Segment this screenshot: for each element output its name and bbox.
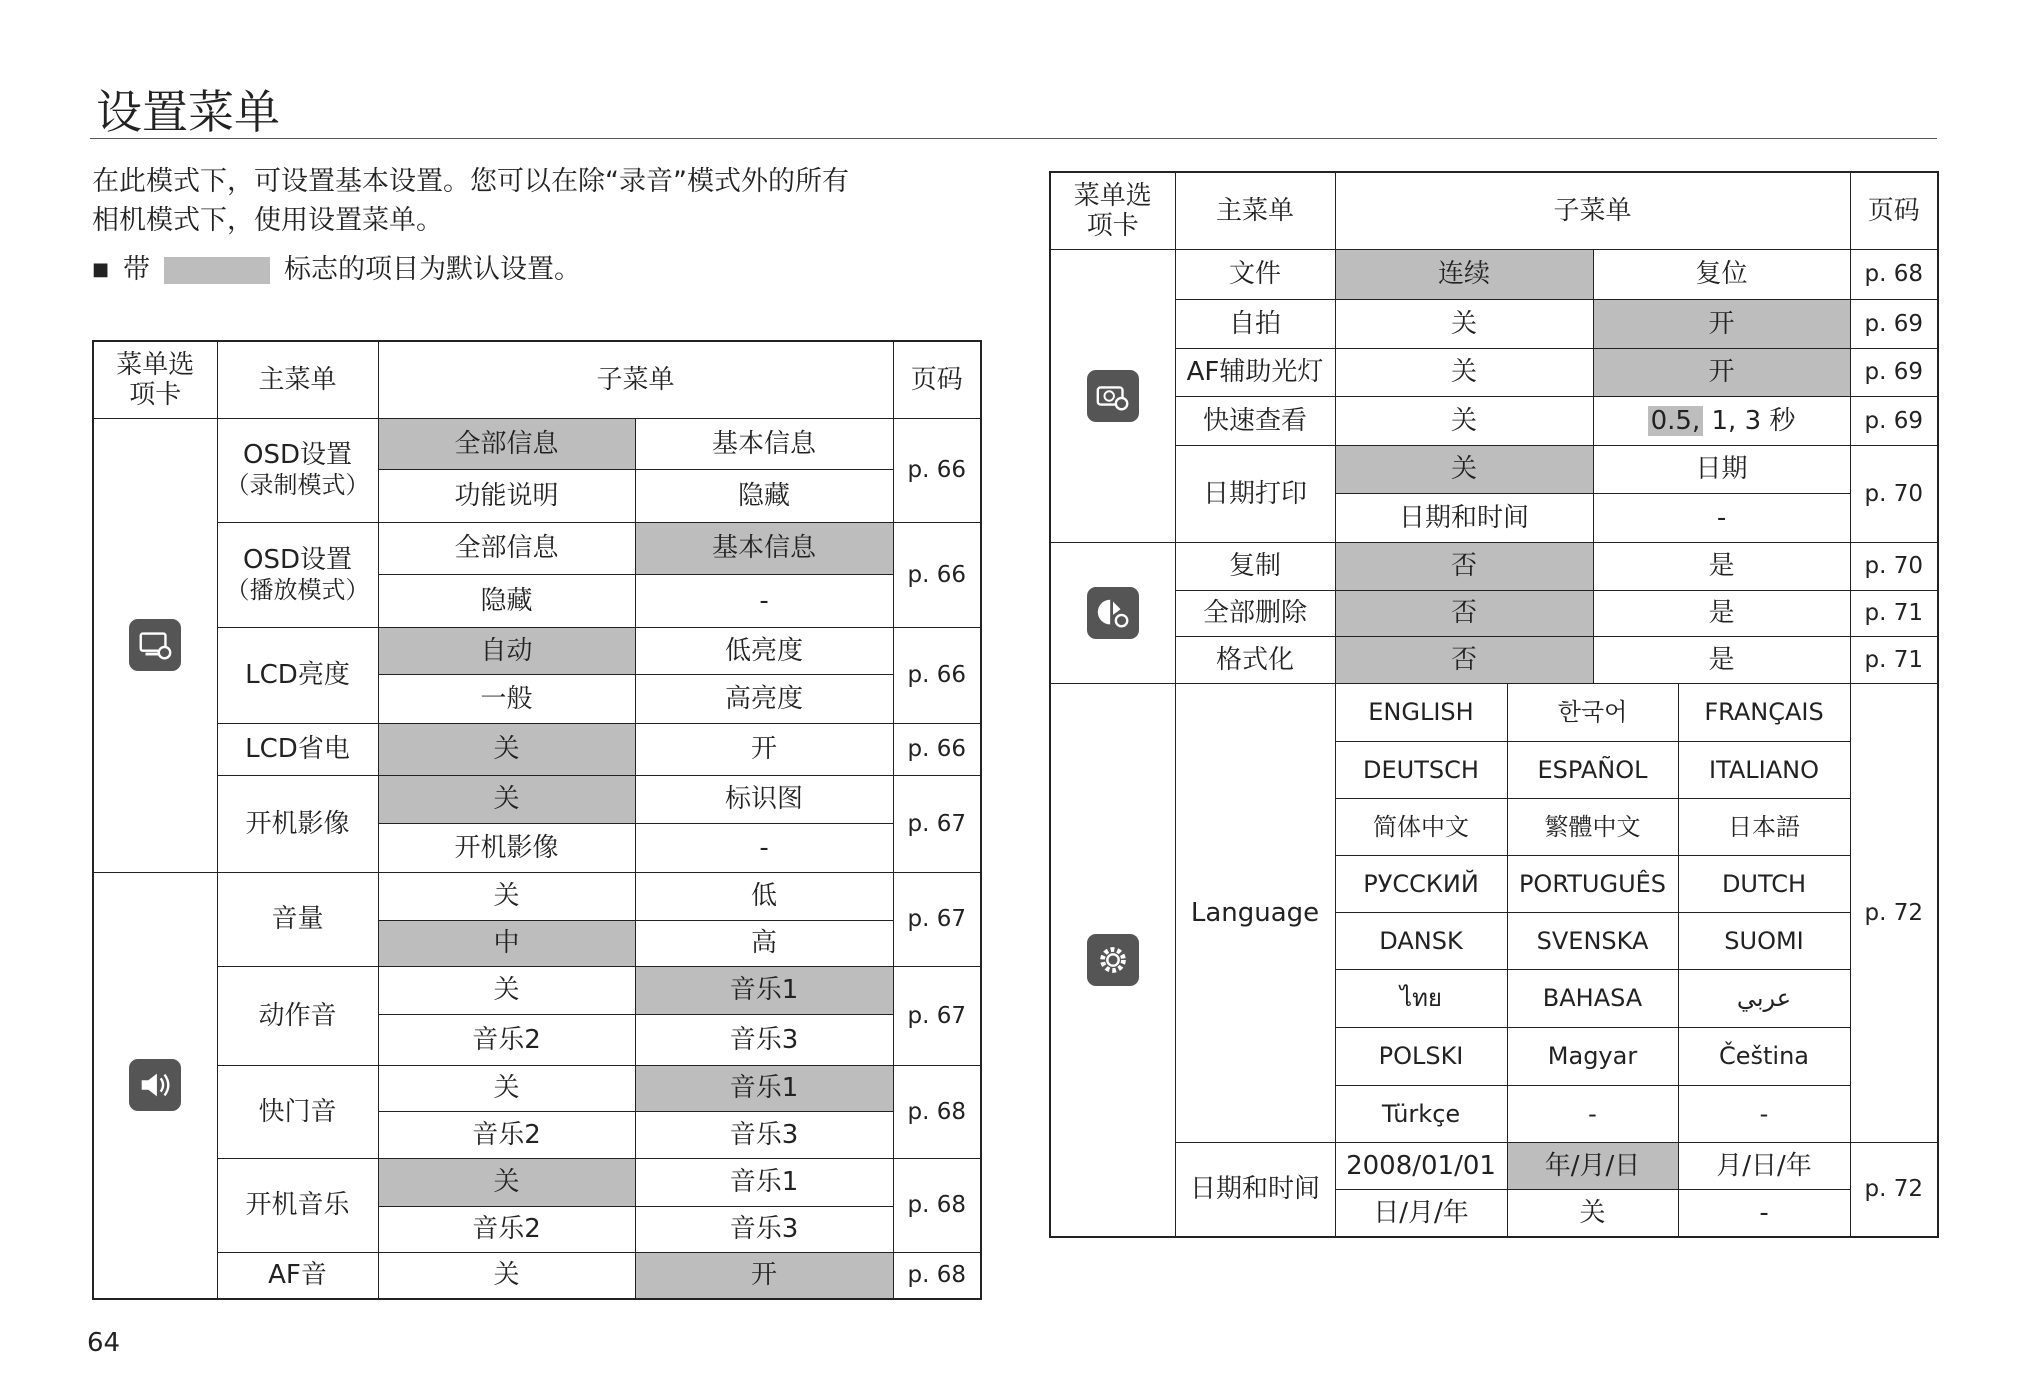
submenu-option: ENGLISH	[1335, 683, 1507, 741]
table-row	[1050, 348, 1938, 396]
main-menu-label: 动作音	[258, 1000, 337, 1031]
submenu-option: 是	[1593, 636, 1850, 683]
submenu-option-default: 音乐1	[635, 966, 893, 1014]
submenu-option: 音乐3	[635, 1206, 893, 1252]
submenu-option: Magyar	[1507, 1027, 1678, 1085]
menu-tab-cell	[93, 872, 217, 1299]
header-tab: 菜单选 项卡	[93, 341, 217, 418]
submenu-option-default: 年/月/日	[1507, 1142, 1678, 1189]
submenu-option	[1593, 396, 1850, 445]
submenu-option-default: 0.5,	[1648, 406, 1704, 436]
submenu-option: 关	[1507, 1189, 1678, 1237]
table-row	[1050, 1142, 1938, 1189]
submenu-option: Türkçe	[1335, 1085, 1507, 1142]
submenu-option: 是	[1593, 542, 1850, 590]
submenu-option: 日期	[1593, 445, 1850, 493]
default-swatch	[164, 257, 270, 284]
main-menu-label: Language	[1190, 897, 1320, 928]
submenu-option: BAHASA	[1507, 969, 1678, 1027]
menu-tab-cell	[1050, 683, 1175, 1237]
submenu-option: 隐藏	[635, 469, 893, 522]
main-menu-cell	[217, 522, 378, 627]
intro-text: 在此模式下，可设置基本设置。您可以在除“录音”模式外的所有 相机模式下，使用设置菜单。	[92, 166, 849, 236]
main-menu-label: LCD亮度	[245, 660, 350, 690]
main-menu-label: 日期和时间	[1189, 1174, 1320, 1205]
main-menu-cell	[217, 966, 378, 1065]
menu-tab-cell	[93, 418, 217, 872]
submenu-option: Čeština	[1678, 1027, 1850, 1085]
page-reference: p. 66	[893, 723, 981, 775]
submenu-option-default: 否	[1335, 636, 1593, 683]
table-row	[93, 966, 981, 1014]
submenu-option: 开机影像	[378, 823, 635, 872]
submenu-option: 关	[1335, 396, 1593, 445]
main-menu-cell	[1175, 590, 1335, 636]
page-reference: p. 72	[1850, 1142, 1938, 1237]
camera-settings-icon	[1087, 370, 1139, 422]
table-row	[93, 775, 981, 823]
table-row	[93, 1252, 981, 1299]
submenu-option: 音乐2	[378, 1014, 635, 1065]
submenu-option-default: 否	[1335, 542, 1593, 590]
page-reference: p. 68	[893, 1252, 981, 1299]
submenu-option: ไทย	[1335, 969, 1507, 1027]
main-menu-cell	[1175, 396, 1335, 445]
submenu-option: 关	[1335, 348, 1593, 396]
note-prefix: 带	[123, 254, 151, 285]
submenu-option: 关	[378, 1065, 635, 1111]
submenu-option-default: 开	[1593, 348, 1850, 396]
table-row	[1050, 542, 1938, 590]
submenu-option: 一般	[378, 674, 635, 723]
submenu-option-default: 连续	[1335, 249, 1593, 299]
main-menu-cell	[1175, 636, 1335, 683]
submenu-option: 1, 3 秒	[1711, 405, 1796, 436]
submenu-option: 한국어	[1507, 683, 1678, 741]
settings-table-right	[1049, 171, 1939, 1238]
main-menu-cell	[217, 627, 378, 723]
page-title: 设置菜单	[96, 85, 280, 139]
page-reference: p. 69	[1850, 299, 1938, 348]
gear-settings-icon	[1087, 934, 1139, 986]
submenu-option: -	[635, 823, 893, 872]
page-reference: p. 70	[1850, 542, 1938, 590]
submenu-option: 基本信息	[635, 418, 893, 469]
main-menu-cell	[1175, 542, 1335, 590]
table-row	[93, 1065, 981, 1111]
submenu-option: DEUTSCH	[1335, 741, 1507, 798]
main-menu-label: OSD设置	[243, 440, 352, 470]
table-row	[1050, 445, 1938, 493]
submenu-option: 关	[378, 1252, 635, 1299]
submenu-option: -	[1678, 1085, 1850, 1142]
main-menu-label: 自拍	[1228, 308, 1281, 339]
main-menu-label: AF辅助光灯	[1186, 357, 1324, 387]
submenu-option: 音乐2	[378, 1111, 635, 1158]
submenu-option: 音乐3	[635, 1014, 893, 1065]
table-row	[1050, 590, 1938, 636]
page-reference: p. 66	[893, 522, 981, 627]
table-row	[93, 723, 981, 775]
submenu-option: 繁體中文	[1507, 798, 1678, 855]
table-row	[93, 1158, 981, 1206]
main-menu-cell	[217, 1065, 378, 1158]
submenu-option-default: 关	[378, 723, 635, 775]
submenu-option-default: 自动	[378, 627, 635, 674]
submenu-option: 隐藏	[378, 574, 635, 627]
submenu-option: 复位	[1593, 249, 1850, 299]
submenu-option-default: 否	[1335, 590, 1593, 636]
submenu-option: SUOMI	[1678, 912, 1850, 969]
submenu-option: 关	[378, 966, 635, 1014]
submenu-option: ITALIANO	[1678, 741, 1850, 798]
header-main-menu: 主菜单	[217, 341, 378, 418]
submenu-option-default: 关	[378, 775, 635, 823]
main-menu-label: 复制	[1228, 551, 1281, 581]
note-suffix: 标志的项目为默认设置。	[284, 254, 582, 285]
header-row	[1050, 172, 1938, 249]
submenu-option-default: 开	[635, 1252, 893, 1299]
page-reference: p. 71	[1850, 590, 1938, 636]
table-row	[1050, 396, 1938, 445]
submenu-option-default: 音乐1	[635, 1065, 893, 1111]
bullet-square-icon: ■	[92, 259, 110, 280]
main-menu-label: 开机影像	[245, 808, 350, 839]
page-reference: p. 67	[893, 966, 981, 1065]
submenu-option: 音乐3	[635, 1111, 893, 1158]
main-menu-label: 格式化	[1215, 644, 1294, 675]
table-row	[93, 418, 981, 469]
submenu-option: 标识图	[635, 775, 893, 823]
submenu-option: -	[1678, 1189, 1850, 1237]
display-settings-icon	[129, 619, 181, 671]
submenu-option: 2008/01/01	[1335, 1142, 1507, 1189]
main-menu-mode: （录制模式）	[225, 471, 370, 499]
submenu-option: عربي	[1678, 969, 1850, 1027]
page-reference: p. 72	[1850, 683, 1938, 1142]
header-row	[93, 341, 981, 418]
submenu-option: 月/日/年	[1678, 1142, 1850, 1189]
table-row	[93, 872, 981, 920]
speaker-sound-icon	[129, 1059, 181, 1111]
main-menu-cell	[217, 418, 378, 522]
main-menu-cell	[1175, 348, 1335, 396]
menu-tab-cell	[1050, 249, 1175, 542]
main-menu-label: LCD省电	[245, 734, 350, 764]
table-row	[1050, 299, 1938, 348]
submenu-option: 音乐1	[635, 1158, 893, 1206]
main-menu-label: 日期打印	[1202, 478, 1307, 509]
header-submenu: 子菜单	[1335, 172, 1850, 249]
page-number: 64	[87, 1328, 121, 1358]
submenu-option: DUTCH	[1678, 855, 1850, 912]
main-menu-cell	[1175, 445, 1335, 542]
main-menu-cell	[1175, 683, 1335, 1142]
header-submenu: 子菜单	[378, 341, 893, 418]
main-menu-label: AF音	[268, 1260, 327, 1291]
submenu-option: PORTUGUÊS	[1507, 855, 1678, 912]
page-reference: p. 71	[1850, 636, 1938, 683]
title-divider	[90, 138, 1937, 139]
header-tab: 菜单选 项卡	[1050, 172, 1175, 249]
main-menu-label: 全部删除	[1202, 598, 1307, 628]
page-reference: p. 67	[893, 872, 981, 966]
submenu-option: FRANÇAIS	[1678, 683, 1850, 741]
header-main-menu: 主菜单	[1175, 172, 1335, 249]
default-setting-note	[92, 252, 581, 288]
submenu-option: 高亮度	[635, 674, 893, 723]
submenu-option: 简体中文	[1335, 798, 1507, 855]
main-menu-cell	[217, 1252, 378, 1299]
submenu-option: SVENSKA	[1507, 912, 1678, 969]
main-menu-label: 快门音	[258, 1096, 337, 1127]
page-reference: p. 67	[893, 775, 981, 872]
main-menu-label: OSD设置	[243, 544, 352, 575]
submenu-option: 日/月/年	[1335, 1189, 1507, 1237]
submenu-option: РУССКИЙ	[1335, 855, 1507, 912]
table-row	[93, 627, 981, 674]
main-menu-label: 快速查看	[1202, 405, 1307, 436]
submenu-option: 低	[635, 872, 893, 920]
submenu-option-default: 关	[1335, 445, 1593, 493]
submenu-option: -	[1507, 1085, 1678, 1142]
submenu-option: 开	[635, 723, 893, 775]
submenu-option: POLSKI	[1335, 1027, 1507, 1085]
page-reference: p. 66	[893, 627, 981, 723]
page-reference: p. 68	[893, 1158, 981, 1252]
submenu-option: ESPAÑOL	[1507, 741, 1678, 798]
submenu-option: 关	[378, 872, 635, 920]
main-menu-cell	[217, 775, 378, 872]
main-menu-cell	[1175, 249, 1335, 299]
page-reference: p. 66	[893, 418, 981, 522]
submenu-option-default: 基本信息	[635, 522, 893, 574]
submenu-option: 关	[1335, 299, 1593, 348]
page-reference: p. 69	[1850, 348, 1938, 396]
header-page: 页码	[1850, 172, 1938, 249]
main-menu-label: 文件	[1228, 259, 1281, 289]
main-menu-cell	[217, 872, 378, 966]
main-menu-cell	[1175, 1142, 1335, 1237]
submenu-option: -	[635, 574, 893, 627]
table-row	[1050, 683, 1938, 741]
page-reference: p. 70	[1850, 445, 1938, 542]
submenu-option: 是	[1593, 590, 1850, 636]
page-reference: p. 69	[1850, 396, 1938, 445]
page-reference: p. 68	[1850, 249, 1938, 299]
submenu-option: 低亮度	[635, 627, 893, 674]
submenu-option-default: 中	[378, 920, 635, 966]
table-row	[93, 522, 981, 574]
menu-tab-cell	[1050, 542, 1175, 683]
submenu-option: 高	[635, 920, 893, 966]
playback-settings-icon	[1087, 587, 1139, 639]
page-reference: p. 68	[893, 1065, 981, 1158]
table-row	[1050, 249, 1938, 299]
submenu-option-default: 全部信息	[378, 418, 635, 469]
main-menu-mode: （播放模式）	[225, 575, 370, 604]
settings-table-left	[92, 340, 982, 1300]
submenu-option: 日期和时间	[1335, 493, 1593, 542]
submenu-option-default: 开	[1593, 299, 1850, 348]
submenu-option: 全部信息	[378, 522, 635, 574]
submenu-option-default: 关	[378, 1158, 635, 1206]
submenu-option: 功能说明	[378, 469, 635, 522]
submenu-option: 日本語	[1678, 798, 1850, 855]
main-menu-label: 开机音乐	[245, 1190, 350, 1220]
table-row	[1050, 636, 1938, 683]
main-menu-cell	[217, 1158, 378, 1252]
submenu-option: -	[1593, 493, 1850, 542]
submenu-option: 音乐2	[378, 1206, 635, 1252]
main-menu-label: 音量	[271, 904, 324, 934]
submenu-option: DANSK	[1335, 912, 1507, 969]
header-page: 页码	[893, 341, 981, 418]
main-menu-cell	[1175, 299, 1335, 348]
main-menu-cell	[217, 723, 378, 775]
